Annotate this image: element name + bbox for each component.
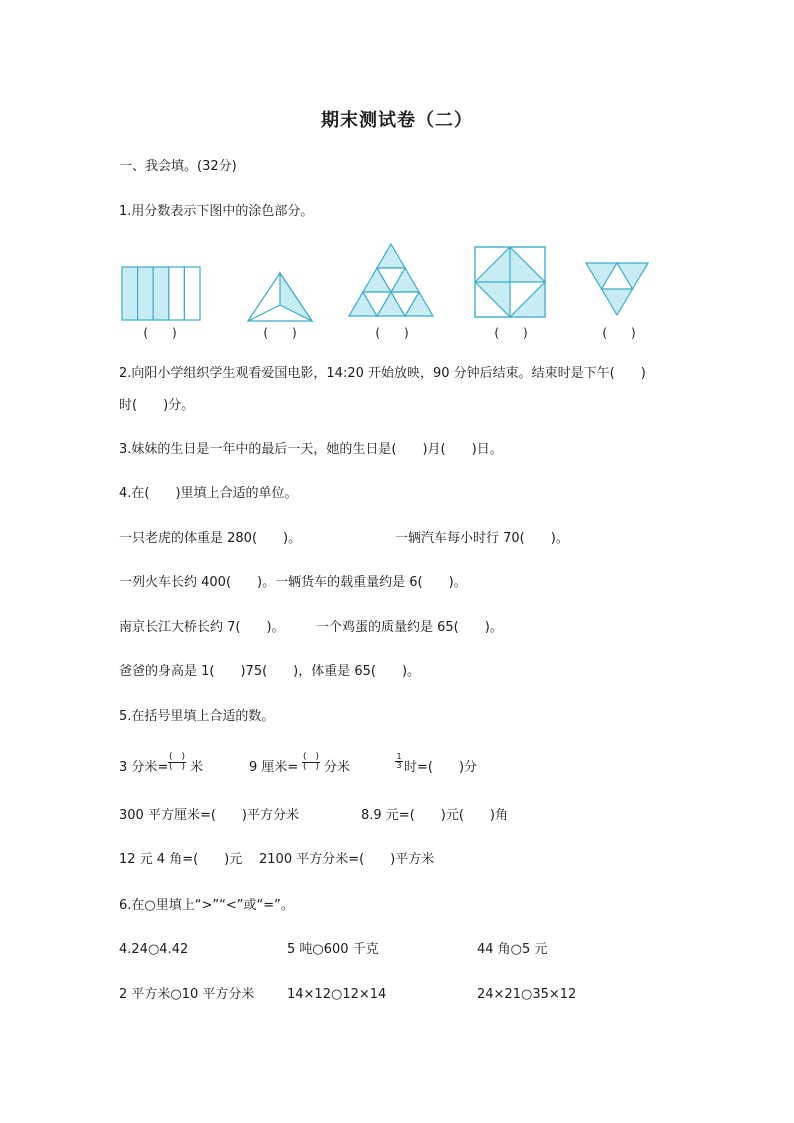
- fraction-denominator: ( ): [168, 762, 186, 772]
- fraction-numerator: 1: [396, 752, 402, 761]
- question-5: 5.在括号里填上合适的数。: [119, 709, 275, 724]
- figure-triangle-thirds: [246, 271, 314, 323]
- question-4-item-train-truck: 一列火车长约 400( )。一辆货车的载重量约是 6( )。: [119, 575, 467, 590]
- figure-5-answer-blank[interactable]: ( ): [602, 326, 636, 340]
- question-5-row-2-b: 8.9 元=( )元( )角: [361, 808, 508, 823]
- question-5-row-3-a: 12 元 4 角=( )元: [119, 852, 243, 867]
- figure-rectangle-fifths: [121, 266, 203, 322]
- question-6: 6.在○里填上“>”“<”或“=”。: [119, 898, 294, 913]
- question-6-item-4: 2 平方米○10 平方分米: [119, 987, 255, 1002]
- question-4-item-bridge: 南京长江大桥长约 7( )。: [119, 620, 285, 635]
- question-3: 3.妹妹的生日是一年中的最后一天，她的生日是( )月( )日。: [119, 442, 503, 457]
- question-5-b-left: 9 厘米=: [249, 760, 299, 775]
- question-5-a-unit: 米: [190, 760, 204, 775]
- figure-triangle-ninths: [347, 242, 435, 318]
- question-4-item-egg: 一个鸡蛋的质量约是 65( )。: [316, 620, 503, 635]
- question-6-item-3: 44 角○5 元: [477, 942, 548, 957]
- fraction-numerator: ( ): [302, 752, 320, 762]
- question-5-b-unit: 分米: [324, 760, 351, 775]
- question-6-item-5: 14×12○12×14: [287, 987, 387, 1002]
- question-5-a-left: 3 分米=: [119, 760, 169, 775]
- page-title: 期末测试卷（二）: [321, 110, 473, 131]
- question-5-row-2-a: 300 平方厘米=( )平方分米: [119, 808, 299, 823]
- question-4-item-car: 一辆汽车每小时行 70( )。: [395, 531, 569, 546]
- question-5-c-right: 时=( )分: [404, 760, 478, 775]
- fraction-numerator: ( ): [168, 752, 186, 762]
- figure-3-answer-blank[interactable]: ( ): [375, 326, 409, 340]
- figure-inverted-triangle-quarters: [584, 261, 650, 317]
- fraction-denominator: ( ): [302, 762, 320, 772]
- question-5-a-fraction[interactable]: [166, 753, 188, 772]
- question-4-item-father: 爸爸的身高是 1( )75( )，体重是 65( )。: [119, 664, 421, 679]
- question-4-item-tiger: 一只老虎的体重是 280( )。: [119, 531, 302, 546]
- section-heading: 一、我会填。(32分): [119, 159, 237, 174]
- fraction-denominator: 3: [396, 761, 402, 770]
- question-6-item-1: 4.24○4.42: [119, 942, 189, 957]
- question-1: 1.用分数表示下图中的涂色部分。: [119, 204, 314, 219]
- question-5-row-3-b: 2100 平方分米=( )平方米: [259, 852, 435, 867]
- question-5-c-fraction: [395, 753, 403, 770]
- question-4: 4.在( )里填上合适的单位。: [119, 486, 298, 501]
- question-2-line-2: 时( )分。: [119, 398, 195, 413]
- figure-4-answer-blank[interactable]: ( ): [494, 326, 528, 340]
- question-6-item-2: 5 吨○600 千克: [287, 942, 379, 957]
- figure-2-answer-blank[interactable]: ( ): [263, 326, 297, 340]
- question-6-item-6: 24×21○35×12: [477, 987, 577, 1002]
- figure-square-diamond: [474, 246, 546, 318]
- question-2-line-1: 2.向阳小学组织学生观看爱国电影，14:20 开始放映，90 分钟后结束。结束时是下午( ): [119, 366, 646, 381]
- question-5-b-fraction[interactable]: [300, 753, 322, 772]
- figure-1-answer-blank[interactable]: ( ): [143, 326, 177, 340]
